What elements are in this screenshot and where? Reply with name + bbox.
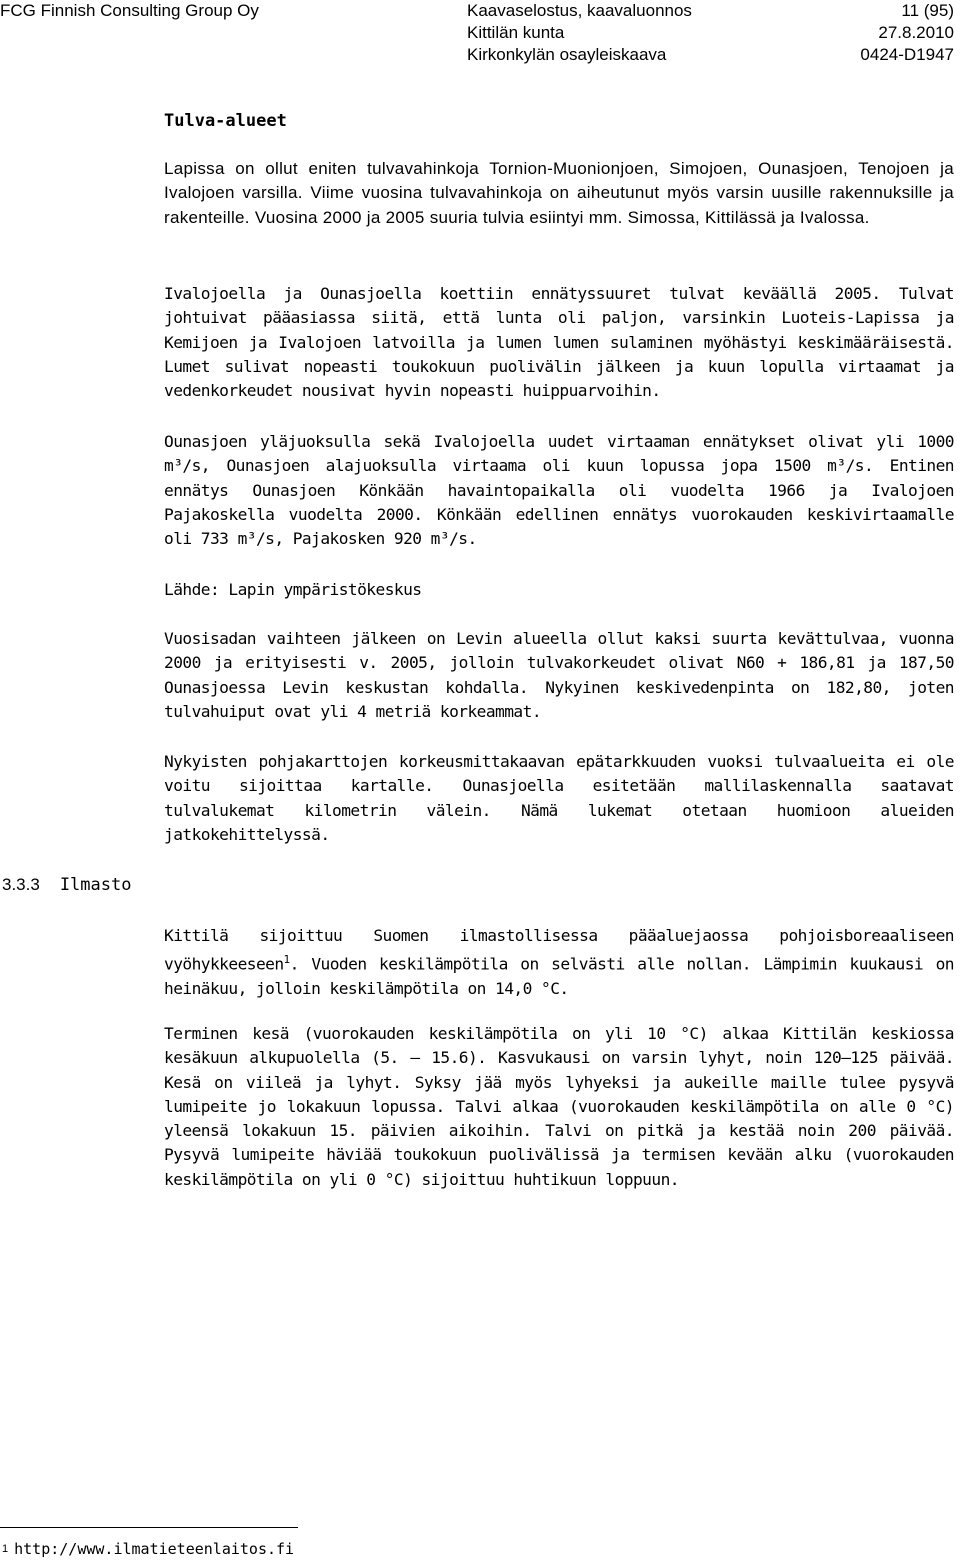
footnote-reference[interactable]: 1	[283, 953, 290, 967]
paragraph-seasons: Terminen kesä (vuorokauden keskilämpötila on yli 10 °C) alkaa Kittilän keskiossa kesäkuun alkupuolella (5. — 15.6). Kasvukausi on varsin lyhyt, noin 120—125 päivää. Kesä on viileä ja lyhyt. Syksy jää myös lyhyeksi ja aukeille maille tulee pysyvä lumipeite jo lokakuun lopussa. Talvi alkaa (vuorokauden keskilämpötila on alle 0 °C) yleensä lokakuun 15. päivien aikoihin. Talvi on pitkä ja kestää noin 200 päivää. Pysyvä lumipeite häviää toukokuun puolivälissä ja termisen kevään alku (vuorokauden keskilämpötila on yli 0 °C) sijoittuu huhtikuun loppuun.	[164, 1024, 954, 1189]
header-document-info	[467, 0, 692, 66]
paragraph-flood-mapping: Nykyisten pohjakarttojen korkeusmittakaavan epätarkkuuden vuoksi tulvaalueita ei ole voitu sijoittaa kartalle. Ounasjoella esitetään mallilaskennalla saatavat tulvalukemat kilometrin välein. Nämä lukemat otetaan huomioon alueiden jatkokehittelyssä.	[164, 752, 954, 844]
subsection-number: 3.3.3	[2, 875, 40, 894]
section-heading: Tulva-alueet	[164, 111, 287, 131]
document-id: 0424-D1947	[860, 45, 954, 64]
page-number: 11 (95)	[901, 1, 954, 20]
subsection-title: Ilmasto	[59, 875, 132, 895]
company-name: FCG Finnish Consulting Group Oy	[0, 1, 259, 20]
municipality: Kittilän kunta	[467, 23, 565, 42]
paragraph-levi-floods: Vuosisadan vaihteen jälkeen on Levin alueella ollut kaksi suurta kevättulvaa, vuonna 2000 ja erityisesti v. 2005, jolloin tulvakorkeudet olivat N60 + 186,81 ja 187,50 Ounasjoessa Levin keskustan kohdalla. Nykyinen keskivedenpinta on 182,80, joten tulvahuiput ovat yli 4 metriä korkeammat.	[164, 629, 954, 721]
footnote-marker: 1	[2, 1543, 9, 1555]
header-company	[0, 0, 259, 22]
subsection-heading	[2, 875, 131, 895]
paragraph-flood-damage: Lapissa on ollut eniten tulvavahinkoja Tornion-Muonionjoen, Simojoen, Ounasjoen, Tenojoen ja Ivalojoen varsilla. Viime vuosina tulvavahinkoja on aiheutunut myös varsin uusille rakennuksille ja rakenteille. Vuosina 2000 ja 2005 suuria tulvia esiintyi mm. Simossa, Kittilässä ja Ivalossa.	[164, 159, 954, 227]
footnote-divider	[0, 1527, 298, 1528]
climate-temp-text: . Vuoden keskilämpötila on selvästi alle nollan. Lämpimin kuukausi on heinäkuu, jolloin keskilämpötila on 14,0 °C.	[164, 954, 954, 998]
document-type: Kaavaselostus, kaavaluonnos	[467, 1, 692, 20]
plan-name: Kirkonkylän osayleiskaava	[467, 45, 667, 64]
paragraph-2005-floods: Ivalojoella ja Ounasjoella koettiin ennätyssuuret tulvat keväällä 2005. Tulvat johtuivat pääasiassa siitä, että lunta oli paljon, varsinkin Luoteis-Lapissa ja Kemijoen ja Ivalojoen latvoilla ja lumen lumen sulaminen myöhästyi keskimääräisestä. Lumet sulivat nopeasti toukokuun puolivälin jälkeen ja kuun lopulla virtaamat ja vedenkorkeudet nousivat hyvin nopeasti huippuarvoihin.	[164, 284, 954, 401]
footnote-link[interactable]: http://www.ilmatieteenlaitos.fi	[14, 1540, 295, 1558]
paragraph-climate-zone	[164, 924, 954, 1001]
source-note: Lähde: Lapin ympäristökeskus	[164, 580, 422, 599]
document-date: 27.8.2010	[878, 23, 954, 42]
footnote	[2, 1538, 294, 1561]
climate-zone-text: Kittilä sijoittuu Suomen ilmastollisessa pääaluejaossa pohjoisboreaaliseen vyöhykkeeseen	[164, 926, 954, 974]
paragraph-flow-records: Ounasjoen yläjuoksulla sekä Ivalojoella uudet virtaaman ennätykset olivat yli 1000 m³/s, Ounasjoen alajuoksulla virtaama oli kuun lopussa jopa 1500 m³/s. Entinen ennätys Ounasjoen Könkään havaintopaikalla oli vuodelta 1966 ja Ivalojoen Pajakoskella vuodelta 2000. Könkään edellinen ennätys vuorokauden keskivirtaamalle oli 733 m³/s, Pajakosken 920 m³/s.	[164, 432, 954, 549]
header-meta	[860, 0, 954, 66]
